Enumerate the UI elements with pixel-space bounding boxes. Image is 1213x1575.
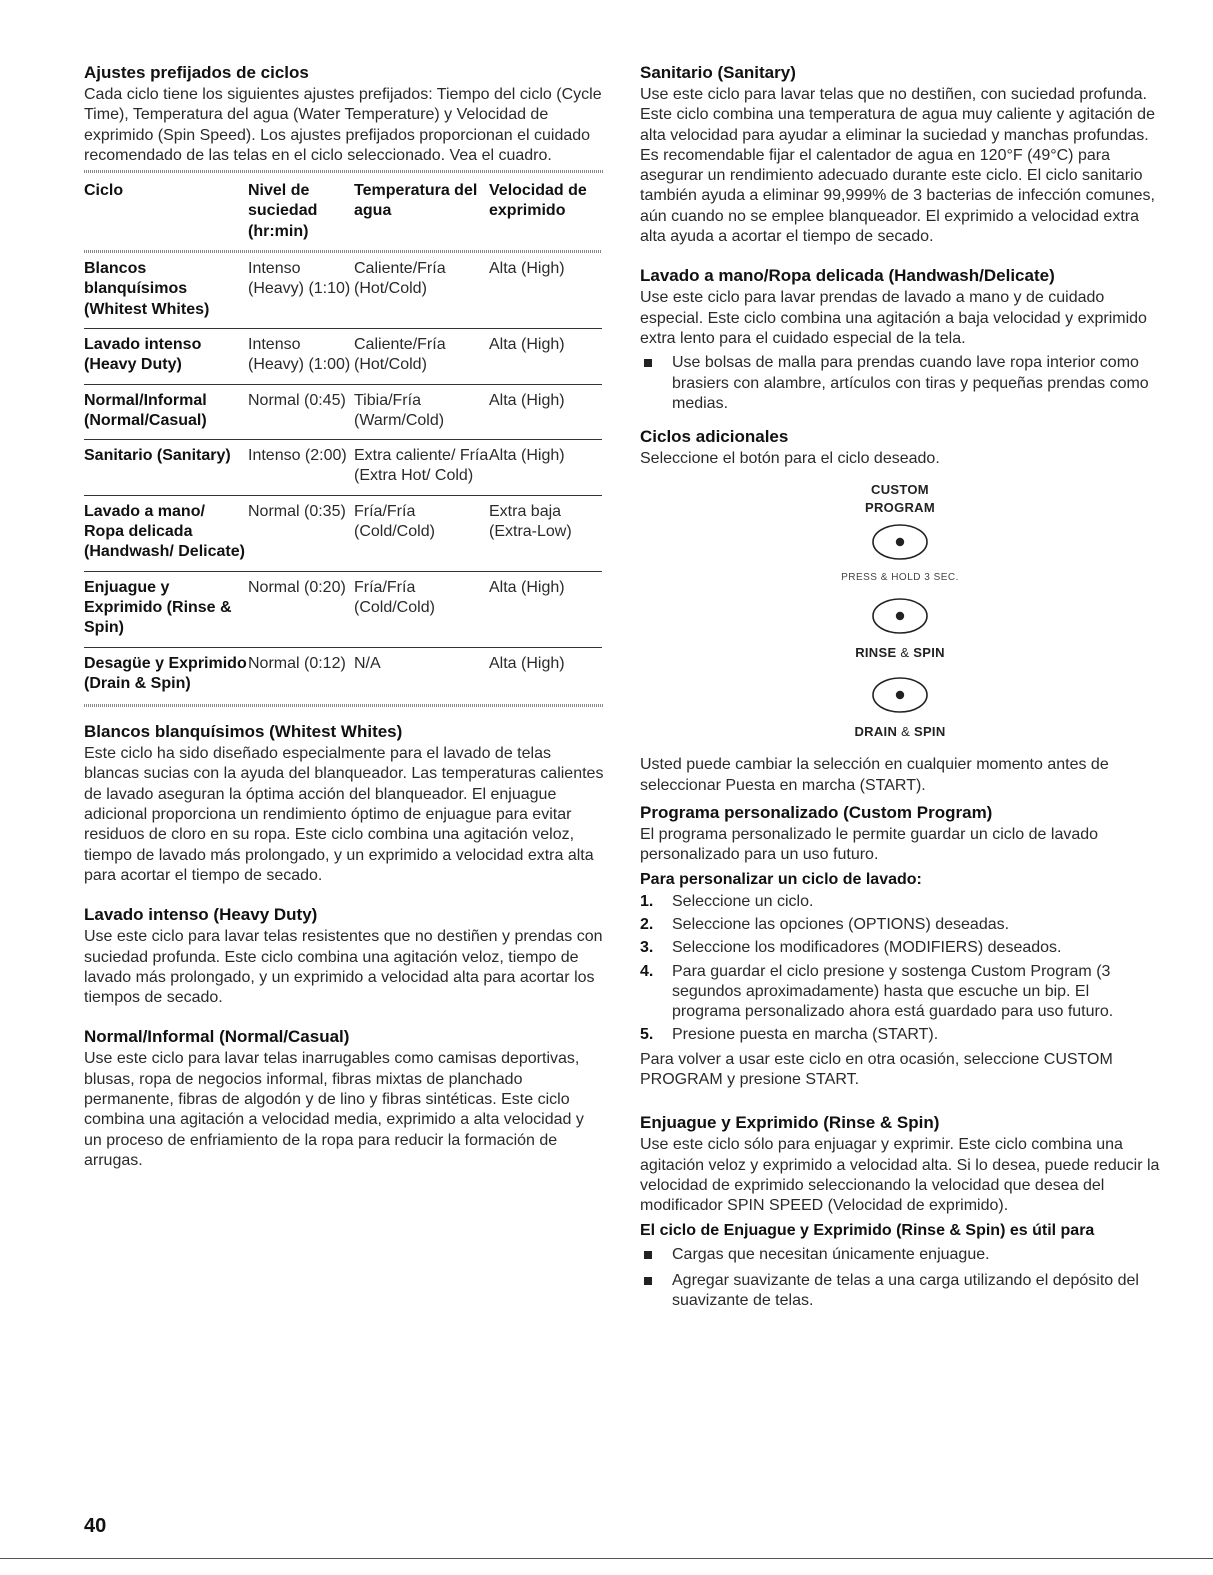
step-text: Presione puesta en marcha (START). [672, 1026, 939, 1044]
step-text: Seleccione un ciclo. [672, 892, 814, 910]
rinse-spin-title: Enjuague y Exprimido (Rinse & Spin) [640, 1113, 940, 1133]
table-row [84, 571, 602, 647]
custom-program-control [640, 481, 1160, 583]
bottom-rule [0, 1558, 1213, 1559]
bullet-text: Use bolsas de malla para prendas cuando lave ropa interior como brasiers con alambre, artículos con tiras y pequeñas prendas como medias. [672, 354, 1149, 412]
cell-cycle: Sanitario (Sanitary) [84, 447, 231, 465]
presets-body: Cada ciclo tiene los siguientes ajustes prefijados: Tiempo del ciclo (Cycle Time), Temperatura del agua (Water Temperature) y Velocidad de exprimido (Spin Speed). Los ajustes prefijados proporcionan el cuidado recomendado de las telas en el ciclo seleccionado. Vea el cuadro. [84, 86, 602, 164]
header-temp: Temperatura del agua [354, 182, 478, 220]
sanitary-body: Use este ciclo para lavar telas que no destiñen, con suciedad profunda. Este ciclo combina una temperatura de agua muy caliente y agitación de alta velocidad para ayudar a eliminar la suciedad y manchas profundas. Es recomendable fijar el calentador de agua en 120°F (49°C) para asegurar un rendimiento adecuado durante este ciclo. El ciclo sanitario también ayuda a eliminar 99,999% de 3 bacterias de infección comunes, aún cuando no se emplee blanqueador. El exprimido a velocidad extra alta ayuda a acortar el tiempo de secado. [640, 86, 1155, 246]
cell-temp: Extra caliente/ Fría (Extra Hot/ Cold) [354, 447, 489, 485]
additional-cycles-section [640, 426, 1160, 796]
cell-soil: Normal (0:35) [248, 502, 346, 520]
cell-temp: Fría/Fría (Cold/Cold) [354, 578, 435, 616]
cell-spin: Alta (High) [489, 447, 565, 465]
custom-program-hint: PRESS & HOLD 3 SEC. [841, 572, 959, 584]
additional-body: Seleccione el botón para el ciclo deseado. [640, 450, 940, 468]
custom-program-body: El programa personalizado le permite guardar un ciclo de lavado personalizado para un uso futuro. [640, 826, 1099, 864]
button-oval-icon [869, 521, 931, 563]
drain-spin-control [640, 670, 1160, 741]
rinse-amp: & [900, 645, 910, 661]
list-item [640, 962, 1160, 1023]
cell-soil: Normal (0:12) [248, 654, 346, 672]
drain-spin-button[interactable] [869, 674, 931, 721]
list-item [640, 938, 1160, 958]
list-item [640, 915, 1160, 935]
step-text: Para guardar el ciclo presione y sostenga Custom Program (3 segundos aproximadamente) hasta que escuche un bip. El programa personalizado ahora está guardado para uso futuro. [672, 962, 1114, 1021]
list-item [640, 1025, 1160, 1045]
cell-temp: Tibia/Fría (Warm/Cold) [354, 391, 445, 429]
presets-title: Ajustes prefijados de ciclos [84, 63, 309, 82]
cell-spin: Alta (High) [489, 260, 565, 278]
drain-amp: & [901, 724, 911, 740]
step-number: 2. [640, 915, 654, 933]
custom-program-after: Para volver a usar este ciclo en otra ocasión, seleccione CUSTOM PROGRAM y presione START. [640, 1050, 1113, 1089]
table-bottom-rule [84, 704, 604, 707]
custom-program-label [640, 481, 1160, 517]
bullet-square-icon [644, 359, 652, 367]
custom-label-line1: CUSTOM [871, 482, 929, 498]
whitest-title: Blancos blanquísimos (Whitest Whites) [84, 722, 403, 742]
custom-program-title: Programa personalizado (Custom Program) [640, 803, 993, 823]
table-row [84, 495, 602, 571]
spin-word: SPIN [913, 724, 946, 740]
custom-label-line2: PROGRAM [865, 500, 935, 516]
header-cycle: Ciclo [84, 182, 124, 200]
custom-program-steps [640, 892, 1160, 1046]
cell-temp: Fría/Fría (Cold/Cold) [354, 502, 435, 541]
normal-section [84, 1026, 604, 1171]
header-spin: Velocidad de exprimido [489, 182, 587, 220]
step-text: Seleccione las opciones (OPTIONS) deseadas. [672, 915, 1010, 933]
cell-spin: Alta (High) [489, 391, 565, 409]
presets-section [84, 62, 604, 166]
cell-cycle: Desagüe y Exprimido (Drain & Spin) [84, 654, 247, 692]
handwash-body: Use este ciclo para lavar prendas de lavado a mano y de cuidado especial. Este ciclo combina una agitación a baja velocidad y exprimido extra lento para el cuidado especial de la tela. [640, 289, 1147, 347]
cell-temp: N/A [354, 654, 381, 672]
rinse-spin-label [640, 644, 1160, 662]
cell-soil: Intenso (Heavy) (1:10) [248, 260, 351, 298]
spin-word: SPIN [913, 645, 945, 661]
rinse-spin-control [640, 591, 1160, 662]
sanitary-section [640, 62, 1160, 247]
table-row [84, 440, 602, 496]
heavy-duty-title: Lavado intenso (Heavy Duty) [84, 905, 318, 925]
cell-spin: Alta (High) [489, 335, 565, 353]
drain-spin-label [640, 723, 1160, 741]
step-number: 5. [640, 1026, 654, 1044]
table-top-rule [84, 170, 604, 173]
custom-program-section [640, 802, 1160, 1090]
cell-cycle: Blancos blanquísimos (Whitest Whites) [84, 260, 210, 318]
additional-title: Ciclos adicionales [640, 427, 789, 447]
right-column [640, 62, 1160, 1329]
rinse-spin-button[interactable] [869, 595, 931, 642]
list-item [640, 892, 1160, 912]
bullet-text: Agregar suavizante de telas a una carga utilizando el depósito del suavizante de telas. [672, 1271, 1139, 1310]
cell-soil: Normal (0:20) [248, 578, 346, 596]
table-header-row [84, 177, 602, 250]
step-number: 3. [640, 939, 654, 957]
handwash-bullets [640, 353, 1160, 414]
heavy-duty-section [84, 904, 604, 1008]
list-item [640, 1245, 1160, 1265]
table-row [84, 384, 602, 440]
cell-soil: Normal (0:45) [248, 391, 346, 409]
bullet-square-icon [644, 1277, 652, 1285]
table-row [84, 647, 602, 702]
page-number: 40 [84, 1515, 107, 1537]
drain-word: DRAIN [854, 724, 898, 740]
cell-cycle: Lavado intenso (Heavy Duty) [84, 335, 202, 374]
change-note: Usted puede cambiar la selección en cualquier momento antes de seleccionar Puesta en marcha (START). [640, 756, 1109, 794]
cell-soil: Intenso (2:00) [248, 447, 347, 465]
cell-soil: Intenso (Heavy) (1:00) [248, 335, 351, 374]
list-item [640, 353, 1160, 414]
rinse-spin-bullets [640, 1245, 1160, 1312]
normal-body: Use este ciclo para lavar telas inarrugables como camisas deportivas, blusas, ropa de negocios informal, fibras mixtas de planchado permanente, fibras de algodón y de lino y fibras sintéticas. Este ciclo combina una agitación a velocidad media, exprimido a alta velocidad y un proceso de enfriamiento de la ropa para reducir la formación de arrugas. [84, 1050, 584, 1169]
left-column [84, 62, 604, 1189]
cell-spin: Alta (High) [489, 654, 565, 672]
sanitary-title: Sanitario (Sanitary) [640, 63, 796, 82]
handwash-section [640, 265, 1160, 414]
normal-title: Normal/Informal (Normal/Casual) [84, 1027, 350, 1047]
rinse-word: RINSE [855, 645, 897, 661]
cell-cycle: Lavado a mano/ Ropa delicada (Handwash/ Delicate) [84, 502, 245, 561]
custom-program-subtitle: Para personalizar un ciclo de lavado: [640, 870, 922, 888]
step-number: 1. [640, 892, 654, 910]
custom-program-button[interactable] [869, 521, 931, 568]
step-number: 4. [640, 962, 654, 980]
table-row [84, 253, 602, 328]
table-row [84, 328, 602, 384]
cell-cycle: Enjuague y Exprimido (Rinse & Spin) [84, 578, 232, 637]
rinse-spin-section [640, 1112, 1160, 1311]
cycle-presets-table [84, 177, 602, 702]
header-soil: Nivel de suciedad (hr:min) [248, 182, 318, 240]
cell-cycle: Normal/Informal (Normal/Casual) [84, 391, 207, 429]
whitest-body: Este ciclo ha sido diseñado especialmente para el lavado de telas blancas sucias con la ayuda del blanqueador. Las temperaturas calientes de lavado aseguran la óptima acción del blanqueador. El enjuague adicional proporciona un rendimiento óptimo de enjuague para evitar residuos de cloro en su ropa. Este ciclo combina una agitación veloz, tiempo de lavado más prolongado, y un exprimido a velocidad extra alta para acortar el tiempo de secado. [84, 745, 604, 884]
step-text: Seleccione los modificadores (MODIFIERS) deseados. [672, 939, 1062, 957]
cell-temp: Caliente/Fría (Hot/Cold) [354, 335, 446, 374]
rinse-spin-body: Use este ciclo sólo para enjuagar y exprimir. Este ciclo combina una agitación veloz y exprimido a velocidad alta. Si lo desea, puede reducir la velocidad de exprimido seleccionando la velocidad que desea del modificador SPIN SPEED (Velocidad de exprimido). [640, 1136, 1160, 1215]
cell-temp: Caliente/Fría (Hot/Cold) [354, 260, 446, 298]
button-oval-icon [869, 595, 931, 637]
cell-spin: Alta (High) [489, 578, 565, 596]
heavy-duty-body: Use este ciclo para lavar telas resistentes que no destiñen y prendas con suciedad profunda. Este ciclo combina una agitación veloz, tiempo de lavado más prolongado, y un exprimido a velocidad alta para acortar los tiempos de secado. [84, 928, 603, 1007]
button-oval-icon [869, 674, 931, 716]
handwash-title: Lavado a mano/Ropa delicada (Handwash/Delicate) [640, 266, 1055, 286]
bullet-square-icon [644, 1251, 652, 1259]
bullet-text: Cargas que necesitan únicamente enjuague. [672, 1245, 990, 1263]
list-item [640, 1271, 1160, 1312]
cell-spin: Extra baja (Extra-Low) [489, 502, 572, 541]
whitest-section [84, 721, 604, 886]
rinse-spin-subtitle: El ciclo de Enjuague y Exprimido (Rinse & Spin) es útil para [640, 1221, 1095, 1239]
